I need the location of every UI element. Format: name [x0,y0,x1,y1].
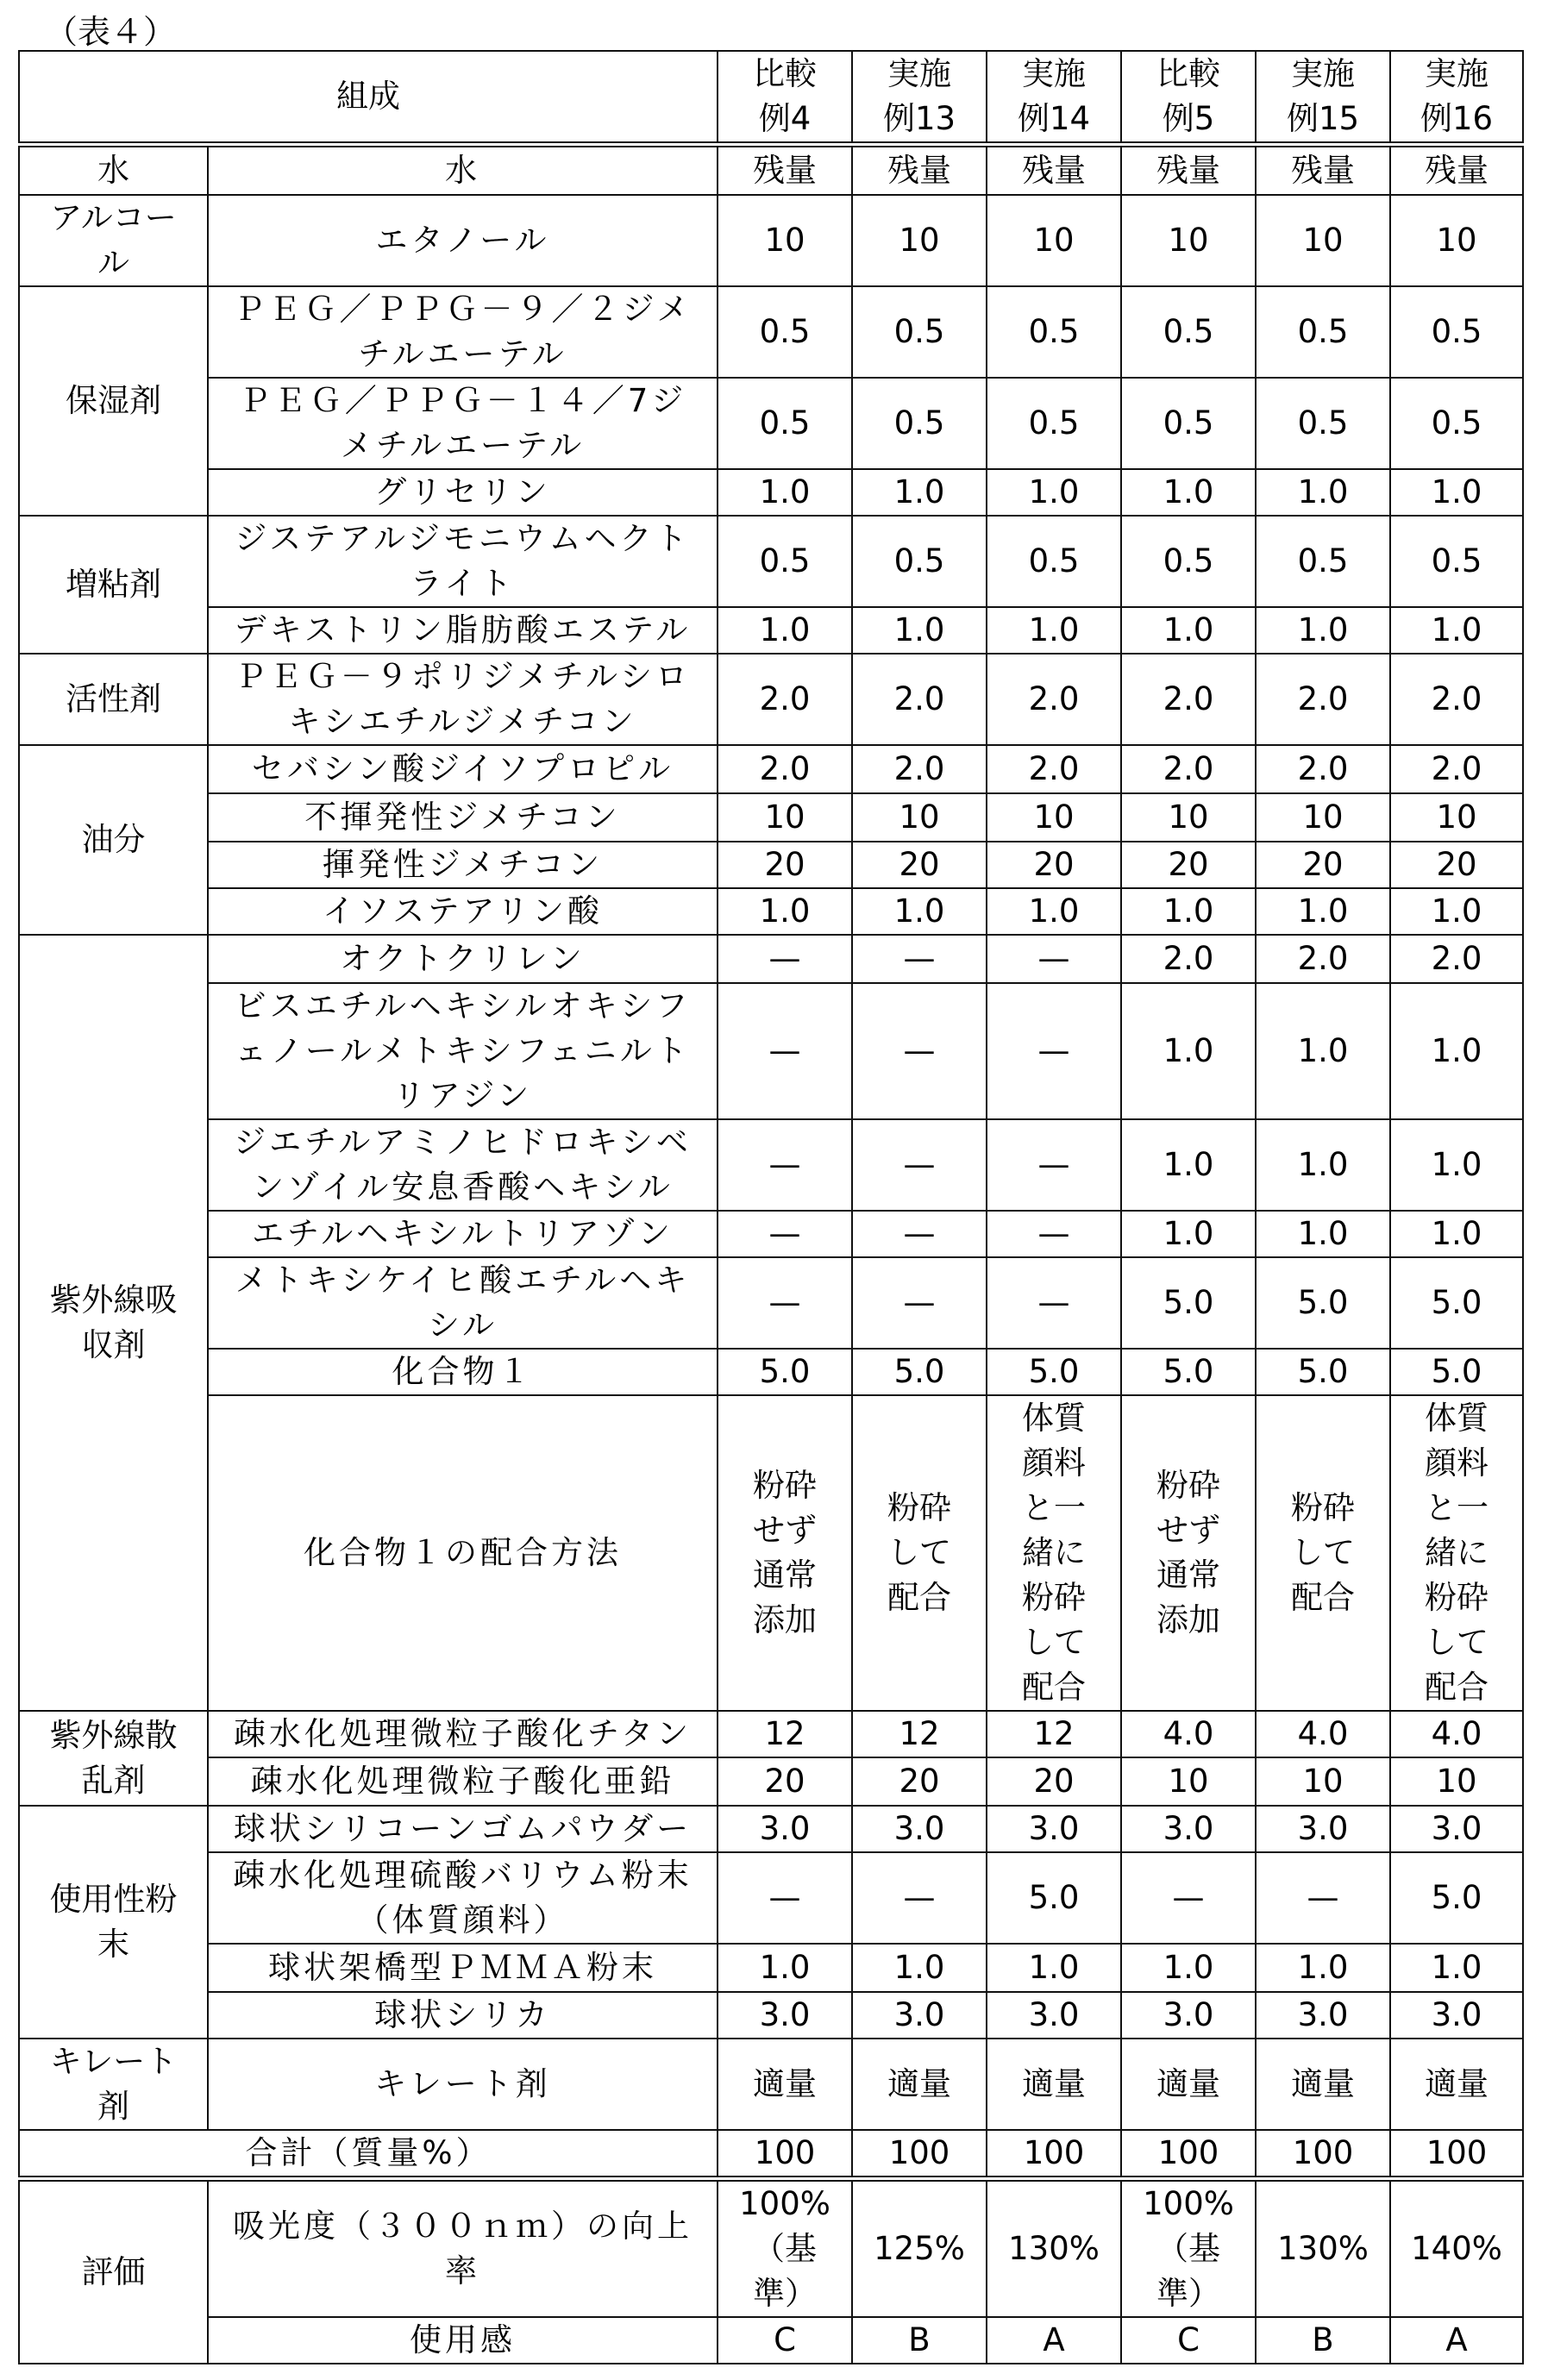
value-cell: 1.0 [1256,469,1390,516]
category-cell: 紫外線散 乱剤 [19,1711,208,1806]
value-cell: — [852,1257,987,1349]
value-cell: 適量 [987,2039,1121,2130]
value-cell: — [852,1119,987,1211]
table-row [19,1992,1523,2039]
table-row [19,983,1523,1119]
value-cell: 5.0 [1121,1349,1256,1395]
value-cell: 1.0 [852,607,987,654]
value-cell: 2.0 [1390,654,1523,745]
value-cell: 10 [852,195,987,286]
value-cell: 粉砕 せず 通常 添加 [1121,1395,1256,1711]
value-cell: 10 [1390,793,1523,842]
value-cell: 100% （基 準） [718,2178,852,2317]
value-cell: 適量 [1256,2039,1390,2130]
value-cell: 3.0 [1256,1806,1390,1852]
value-cell: A [987,2317,1121,2364]
category-cell: 紫外線吸 収剤 [19,935,208,1711]
value-cell: 2.0 [1121,654,1256,745]
ingredient-name: 疎水化処理微粒子酸化亜鉛 [208,1757,718,1806]
table-row [19,1211,1523,1257]
value-cell: 2.0 [852,654,987,745]
value-cell: C [718,2317,852,2364]
header-column: 実施 例14 [987,51,1121,145]
value-cell: 10 [1256,793,1390,842]
value-cell: — [718,935,852,983]
value-cell: 適量 [718,2039,852,2130]
value-cell: 0.5 [1121,286,1256,378]
value-cell: 2.0 [1121,935,1256,983]
value-cell: 125% [852,2178,987,2317]
ingredient-name: エタノール [208,195,718,286]
value-cell: 3.0 [1390,1992,1523,2039]
value-cell: 粉砕 せず 通常 添加 [718,1395,852,1711]
value-cell: 1.0 [987,1944,1121,1992]
value-cell: 適量 [1390,2039,1523,2130]
value-cell: 100 [1390,2130,1523,2179]
value-cell: — [852,1852,987,1944]
value-cell: 1.0 [1390,888,1523,935]
value-cell: 10 [718,793,852,842]
value-cell: 4.0 [1256,1711,1390,1757]
value-cell: 100 [1256,2130,1390,2179]
category-cell: 使用性粉 末 [19,1806,208,2039]
value-cell: 0.5 [1256,378,1390,469]
table-row [19,195,1523,286]
table-row [19,842,1523,888]
table-row [19,1711,1523,1757]
value-cell: 2.0 [1256,745,1390,793]
value-cell: 3.0 [1121,1806,1256,1852]
value-cell: 1.0 [987,607,1121,654]
value-cell: 1.0 [1390,469,1523,516]
ingredient-name: ビスエチルヘキシルオキシフ ェノールメトキシフェニルト リアジン [208,983,718,1119]
category-cell: 水 [19,145,208,195]
value-cell: 1.0 [1121,1211,1256,1257]
ingredient-name: 揮発性ジメチコン [208,842,718,888]
value-cell: 1.0 [718,1944,852,1992]
value-cell: 5.0 [1121,1257,1256,1349]
value-cell: 20 [718,1757,852,1806]
value-cell: 0.5 [987,516,1121,607]
table-row [19,654,1523,745]
value-cell: 4.0 [1390,1711,1523,1757]
value-cell: 2.0 [987,654,1121,745]
ingredient-name: ジエチルアミノヒドロキシベ ンゾイル安息香酸ヘキシル [208,1119,718,1211]
value-cell: — [987,1119,1121,1211]
value-cell: 10 [1121,1757,1256,1806]
ingredient-name: 球状架橋型ＰＭＭＡ粉末 [208,1944,718,1992]
table-row [19,2039,1523,2130]
value-cell: 0.5 [718,286,852,378]
value-cell: 残量 [852,145,987,195]
table-row [19,2178,1523,2317]
category-cell: 活性剤 [19,654,208,745]
ingredient-name: オクトクリレン [208,935,718,983]
value-cell: 10 [1121,195,1256,286]
value-cell: 5.0 [1390,1349,1523,1395]
table-row [19,888,1523,935]
value-cell: 0.5 [852,286,987,378]
value-cell: 2.0 [1390,935,1523,983]
table-row [19,145,1523,195]
value-cell: 10 [718,195,852,286]
value-cell: 1.0 [852,469,987,516]
ingredient-name: 化合物１の配合方法 [208,1395,718,1711]
value-cell: B [1256,2317,1390,2364]
header-column: 比較 例4 [718,51,852,145]
value-cell: 2.0 [987,745,1121,793]
ingredient-name: キレート剤 [208,2039,718,2130]
value-cell: 3.0 [852,1806,987,1852]
value-cell: 1.0 [1121,983,1256,1119]
category-cell: 増粘剤 [19,516,208,654]
header-column: 実施 例15 [1256,51,1390,145]
value-cell: 20 [1256,842,1390,888]
value-cell: 0.5 [718,516,852,607]
value-cell: 3.0 [718,1806,852,1852]
table-row [19,516,1523,607]
value-cell: 粉砕 して 配合 [1256,1395,1390,1711]
value-cell: 1.0 [987,469,1121,516]
value-cell: 20 [1121,842,1256,888]
value-cell: 2.0 [852,745,987,793]
ingredient-name: ＰＥＧ／ＰＰＧ－９／２ジメ チルエーテル [208,286,718,378]
table-row [19,1757,1523,1806]
value-cell: 残量 [1390,145,1523,195]
value-cell: 100 [1121,2130,1256,2179]
value-cell: 1.0 [1121,607,1256,654]
value-cell: 残量 [1256,145,1390,195]
ingredient-name: 球状シリコーンゴムパウダー [208,1806,718,1852]
value-cell: 20 [987,1757,1121,1806]
table-row [19,1395,1523,1711]
value-cell: 0.5 [987,378,1121,469]
table-row [19,793,1523,842]
ingredient-name: イソステアリン酸 [208,888,718,935]
value-cell: 3.0 [1390,1806,1523,1852]
value-cell: 0.5 [1256,286,1390,378]
ingredient-name: 疎水化処理微粒子酸化チタン [208,1711,718,1757]
ingredient-name: 吸光度（３００ｎｍ）の向上 率 [208,2178,718,2317]
value-cell: 3.0 [1121,1992,1256,2039]
value-cell: 12 [718,1711,852,1757]
value-cell: 100 [718,2130,852,2179]
value-cell: 1.0 [1256,888,1390,935]
value-cell: 1.0 [1121,1119,1256,1211]
value-cell: 1.0 [987,888,1121,935]
value-cell: 1.0 [1256,1944,1390,1992]
value-cell: B [852,2317,987,2364]
value-cell: 3.0 [1256,1992,1390,2039]
value-cell: 5.0 [1256,1349,1390,1395]
value-cell: 5.0 [987,1349,1121,1395]
value-cell: — [718,1211,852,1257]
value-cell: 0.5 [987,286,1121,378]
value-cell: 体質 顔料 と一 緒に 粉砕 して 配合 [1390,1395,1523,1711]
value-cell: 10 [1390,1757,1523,1806]
category-cell: アルコー ル [19,195,208,286]
value-cell: 130% [1256,2178,1390,2317]
value-cell: — [852,935,987,983]
value-cell: — [718,983,852,1119]
table-row [19,1257,1523,1349]
value-cell: 適量 [1121,2039,1256,2130]
value-cell: 5.0 [1390,1257,1523,1349]
value-cell: 0.5 [1121,516,1256,607]
table-row [19,1119,1523,1211]
value-cell: 1.0 [1390,1211,1523,1257]
value-cell: 20 [718,842,852,888]
value-cell: 3.0 [718,1992,852,2039]
value-cell: 0.5 [852,516,987,607]
value-cell: — [852,1211,987,1257]
category-cell: 保湿剤 [19,286,208,516]
value-cell: — [987,1257,1121,1349]
ingredient-name: ＰＥＧ－９ポリジメチルシロ キシエチルジメチコン [208,654,718,745]
value-cell: 10 [1256,195,1390,286]
value-cell: 1.0 [1390,1944,1523,1992]
value-cell: 2.0 [1256,654,1390,745]
header-composition: 組成 [19,51,718,145]
table-row [19,1944,1523,1992]
value-cell: 残量 [987,145,1121,195]
value-cell: 20 [987,842,1121,888]
value-cell: — [852,983,987,1119]
value-cell: 10 [1121,793,1256,842]
value-cell: 2.0 [718,745,852,793]
category-cell: 油分 [19,745,208,935]
value-cell: — [987,983,1121,1119]
value-cell: 適量 [852,2039,987,2130]
ingredient-name: 球状シリカ [208,1992,718,2039]
value-cell: 20 [852,1757,987,1806]
value-cell: 2.0 [718,654,852,745]
value-cell: 10 [1390,195,1523,286]
value-cell: 2.0 [1390,745,1523,793]
value-cell: 10 [987,195,1121,286]
value-cell: 1.0 [1390,607,1523,654]
table-row [19,1806,1523,1852]
value-cell: 2.0 [1256,935,1390,983]
value-cell: 100% （基 準） [1121,2178,1256,2317]
value-cell: 5.0 [987,1852,1121,1944]
value-cell: 1.0 [718,607,852,654]
ingredient-name: グリセリン [208,469,718,516]
value-cell: 10 [987,793,1121,842]
value-cell: 1.0 [1256,1119,1390,1211]
ingredient-name: 水 [208,145,718,195]
value-cell: 3.0 [987,1992,1121,2039]
table-row [19,2317,1523,2364]
ingredient-name: 疎水化処理硫酸バリウム粉末 （体質顔料） [208,1852,718,1944]
value-cell: 0.5 [1256,516,1390,607]
value-cell: 1.0 [718,888,852,935]
table-row [19,469,1523,516]
value-cell: 10 [852,793,987,842]
header-column: 比較 例5 [1121,51,1256,145]
value-cell: — [1121,1852,1256,1944]
value-cell: 12 [852,1711,987,1757]
value-cell: 1.0 [1121,1944,1256,1992]
value-cell: 100 [852,2130,987,2179]
table-title: （表４） [45,5,176,53]
table-row [19,378,1523,469]
value-cell: 0.5 [852,378,987,469]
value-cell: 1.0 [1121,469,1256,516]
value-cell: 5.0 [1390,1852,1523,1944]
value-cell: 1.0 [1390,1119,1523,1211]
value-cell: 1.0 [1256,607,1390,654]
category-cell: キレート 剤 [19,2039,208,2130]
value-cell: 0.5 [1390,378,1523,469]
value-cell: 残量 [1121,145,1256,195]
header-column: 実施 例13 [852,51,987,145]
value-cell: — [987,935,1121,983]
ingredient-name: ＰＥＧ／ＰＰＧ－１４／7ジ メチルエーテル [208,378,718,469]
value-cell: 100 [987,2130,1121,2179]
composition-table [18,50,1524,2364]
value-cell: 1.0 [718,469,852,516]
table-row [19,745,1523,793]
value-cell: 1.0 [1256,983,1390,1119]
category-cell: 評価 [19,2178,208,2364]
value-cell: — [718,1119,852,1211]
value-cell: 12 [987,1711,1121,1757]
value-cell: A [1390,2317,1523,2364]
value-cell: 5.0 [1256,1257,1390,1349]
table-row [19,935,1523,983]
ingredient-name: 化合物１ [208,1349,718,1395]
value-cell: 3.0 [852,1992,987,2039]
value-cell: 3.0 [987,1806,1121,1852]
value-cell: 4.0 [1121,1711,1256,1757]
value-cell: 130% [987,2178,1121,2317]
value-cell: 0.5 [1121,378,1256,469]
value-cell: 粉砕 して 配合 [852,1395,987,1711]
value-cell: 0.5 [1390,516,1523,607]
value-cell: 140% [1390,2178,1523,2317]
ingredient-name: 不揮発性ジメチコン [208,793,718,842]
ingredient-name: 合計（質量%） [19,2130,718,2179]
table-row [19,1852,1523,1944]
ingredient-name: デキストリン脂肪酸エステル [208,607,718,654]
value-cell: 20 [852,842,987,888]
value-cell: 10 [1256,1757,1390,1806]
value-cell: — [987,1211,1121,1257]
value-cell: 体質 顔料 と一 緒に 粉砕 して 配合 [987,1395,1121,1711]
value-cell: — [1256,1852,1390,1944]
table-row [19,607,1523,654]
value-cell: C [1121,2317,1256,2364]
ingredient-name: 使用感 [208,2317,718,2364]
table-row [19,2130,1523,2179]
value-cell: 1.0 [852,888,987,935]
ingredient-name: セバシン酸ジイソプロピル [208,745,718,793]
value-cell: 1.0 [1121,888,1256,935]
ingredient-name: メトキシケイヒ酸エチルヘキ シル [208,1257,718,1349]
value-cell: 0.5 [718,378,852,469]
value-cell: 1.0 [1256,1211,1390,1257]
value-cell: — [718,1852,852,1944]
value-cell: 5.0 [852,1349,987,1395]
value-cell: 2.0 [1121,745,1256,793]
value-cell: 1.0 [1390,983,1523,1119]
header-column: 実施 例16 [1390,51,1523,145]
value-cell: 1.0 [852,1944,987,1992]
value-cell: 0.5 [1390,286,1523,378]
value-cell: 5.0 [718,1349,852,1395]
ingredient-name: エチルヘキシルトリアゾン [208,1211,718,1257]
table-row [19,286,1523,378]
ingredient-name: ジステアルジモニウムヘクト ライト [208,516,718,607]
value-cell: 20 [1390,842,1523,888]
value-cell: — [718,1257,852,1349]
value-cell: 残量 [718,145,852,195]
header-row [19,51,1523,145]
table-row [19,1349,1523,1395]
